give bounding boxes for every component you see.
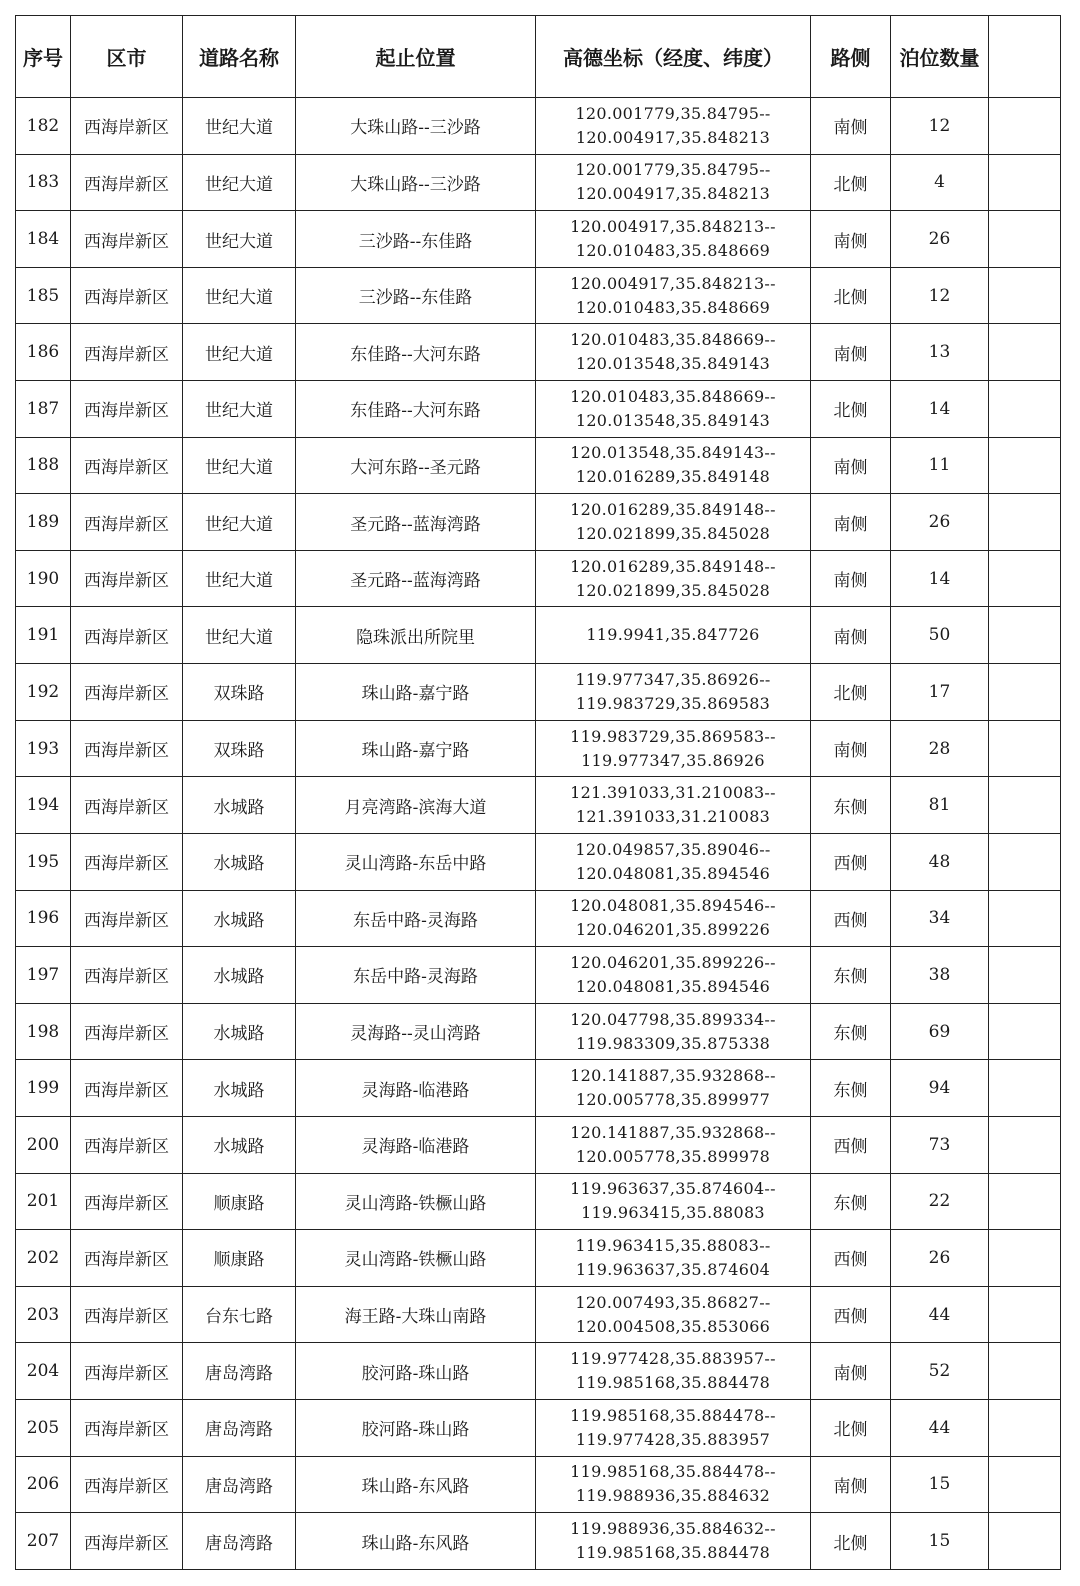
cell-coordinates — [536, 550, 811, 607]
cell-coordinates — [536, 1230, 811, 1287]
cell-berth-count: 44 — [891, 1286, 989, 1343]
cell-berth-count: 12 — [891, 98, 989, 155]
cell-start-end: 圣元路--蓝海湾路 — [296, 550, 536, 607]
cell-coordinates — [536, 777, 811, 834]
cell-road-name: 世纪大道 — [183, 381, 296, 438]
coordinate-line-2: 120.046201,35.899226 — [575, 920, 771, 940]
coordinate-line-1: 120.004917,35.848213-- — [570, 273, 776, 293]
cell-berth-count: 52 — [891, 1343, 989, 1400]
cell-district: 西海岸新区 — [71, 777, 183, 834]
cell-district: 西海岸新区 — [71, 1173, 183, 1230]
cell-seq: 194 — [16, 777, 71, 834]
cell-district: 西海岸新区 — [71, 720, 183, 777]
coordinate-line-2: 119.963637,35.874604 — [575, 1259, 771, 1279]
cell-seq: 205 — [16, 1400, 71, 1457]
cell-coordinates — [536, 154, 811, 211]
coordinate-line-2: 119.985168,35.884478 — [575, 1373, 771, 1393]
cell-district: 西海岸新区 — [71, 211, 183, 268]
cell-district: 西海岸新区 — [71, 1060, 183, 1117]
table-row — [16, 1400, 1061, 1457]
cell-district: 西海岸新区 — [71, 1343, 183, 1400]
cell-seq: 199 — [16, 1060, 71, 1117]
coordinate-line-1: 119.963415,35.88083-- — [575, 1235, 771, 1255]
table-row — [16, 1286, 1061, 1343]
cell-start-end: 月亮湾路-滨海大道 — [296, 777, 536, 834]
cell-road-side: 南侧 — [811, 211, 891, 268]
cell-start-end: 珠山路-东风路 — [296, 1456, 536, 1513]
cell-start-end: 东岳中路-灵海路 — [296, 890, 536, 947]
header-berth-count: 泊位数量 — [891, 16, 989, 98]
cell-start-end: 珠山路-嘉宁路 — [296, 720, 536, 777]
cell-road-name: 唐岛湾路 — [183, 1400, 296, 1457]
cell-berth-count: 26 — [891, 494, 989, 551]
coordinate-line-2: 120.013548,35.849143 — [575, 410, 771, 430]
cell-blank — [989, 890, 1061, 947]
cell-berth-count: 26 — [891, 1230, 989, 1287]
cell-seq: 197 — [16, 947, 71, 1004]
cell-seq: 203 — [16, 1286, 71, 1343]
coordinate-line-1: 120.016289,35.849148-- — [570, 556, 776, 576]
cell-district: 西海岸新区 — [71, 947, 183, 1004]
table-row — [16, 381, 1061, 438]
table-row — [16, 98, 1061, 155]
table-row — [16, 550, 1061, 607]
cell-start-end: 珠山路-东风路 — [296, 1513, 536, 1570]
coordinate-line-1: 120.141887,35.932868-- — [570, 1066, 776, 1086]
table-body — [16, 98, 1061, 1570]
cell-seq: 192 — [16, 664, 71, 721]
cell-road-side: 西侧 — [811, 1286, 891, 1343]
cell-road-side: 南侧 — [811, 1343, 891, 1400]
cell-seq: 196 — [16, 890, 71, 947]
cell-blank — [989, 437, 1061, 494]
cell-road-side: 南侧 — [811, 550, 891, 607]
cell-seq: 190 — [16, 550, 71, 607]
cell-blank — [989, 494, 1061, 551]
cell-road-name: 唐岛湾路 — [183, 1513, 296, 1570]
cell-berth-count: 12 — [891, 267, 989, 324]
table-row — [16, 664, 1061, 721]
cell-road-name: 顺康路 — [183, 1230, 296, 1287]
cell-road-side: 东侧 — [811, 1003, 891, 1060]
cell-seq: 200 — [16, 1116, 71, 1173]
table-row — [16, 267, 1061, 324]
cell-berth-count: 26 — [891, 211, 989, 268]
cell-start-end: 东佳路--大河东路 — [296, 381, 536, 438]
cell-start-end: 三沙路--东佳路 — [296, 211, 536, 268]
cell-start-end: 灵海路--灵山湾路 — [296, 1003, 536, 1060]
header-coordinates: 高德坐标（经度、纬度） — [536, 16, 811, 98]
cell-start-end: 三沙路--东佳路 — [296, 267, 536, 324]
coordinate-line-2: 119.983729,35.869583 — [575, 693, 771, 713]
cell-start-end: 东岳中路-灵海路 — [296, 947, 536, 1004]
table-row — [16, 947, 1061, 1004]
cell-district: 西海岸新区 — [71, 1286, 183, 1343]
cell-road-name: 世纪大道 — [183, 267, 296, 324]
cell-berth-count: 22 — [891, 1173, 989, 1230]
cell-road-name: 世纪大道 — [183, 494, 296, 551]
table-row — [16, 890, 1061, 947]
coordinate-line-1: 120.004917,35.848213-- — [570, 217, 776, 237]
cell-blank — [989, 833, 1061, 890]
cell-coordinates — [536, 1286, 811, 1343]
cell-road-name: 水城路 — [183, 833, 296, 890]
coordinate-line-2: 120.048081,35.894546 — [575, 976, 771, 996]
cell-coordinates — [536, 1173, 811, 1230]
cell-road-side: 北侧 — [811, 664, 891, 721]
coordinate-line-1: 120.001779,35.84795-- — [575, 103, 771, 123]
cell-seq: 185 — [16, 267, 71, 324]
coordinate-line-2: 120.016289,35.849148 — [575, 467, 771, 487]
cell-coordinates — [536, 1343, 811, 1400]
cell-road-name: 水城路 — [183, 947, 296, 1004]
cell-road-side: 西侧 — [811, 1230, 891, 1287]
cell-district: 西海岸新区 — [71, 324, 183, 381]
cell-seq: 201 — [16, 1173, 71, 1230]
coordinate-line-1: 120.010483,35.848669-- — [570, 330, 776, 350]
cell-blank — [989, 1116, 1061, 1173]
cell-berth-count: 81 — [891, 777, 989, 834]
cell-blank — [989, 947, 1061, 1004]
cell-blank — [989, 777, 1061, 834]
coordinate-line-1: 119.977428,35.883957-- — [570, 1349, 776, 1369]
cell-district: 西海岸新区 — [71, 1003, 183, 1060]
cell-road-name: 双珠路 — [183, 664, 296, 721]
cell-coordinates — [536, 720, 811, 777]
table-row — [16, 154, 1061, 211]
header-start-end: 起止位置 — [296, 16, 536, 98]
coordinate-line-1: 120.048081,35.894546-- — [570, 896, 776, 916]
cell-district: 西海岸新区 — [71, 494, 183, 551]
cell-road-name: 水城路 — [183, 1003, 296, 1060]
table-row — [16, 833, 1061, 890]
cell-start-end: 大河东路--圣元路 — [296, 437, 536, 494]
cell-berth-count: 13 — [891, 324, 989, 381]
cell-road-side: 南侧 — [811, 437, 891, 494]
cell-blank — [989, 1513, 1061, 1570]
cell-berth-count: 14 — [891, 550, 989, 607]
cell-coordinates — [536, 1456, 811, 1513]
cell-district: 西海岸新区 — [71, 1116, 183, 1173]
cell-berth-count: 44 — [891, 1400, 989, 1457]
cell-start-end: 圣元路--蓝海湾路 — [296, 494, 536, 551]
cell-district: 西海岸新区 — [71, 437, 183, 494]
table-row — [16, 437, 1061, 494]
cell-berth-count: 48 — [891, 833, 989, 890]
cell-blank — [989, 1173, 1061, 1230]
cell-start-end: 灵海路-临港路 — [296, 1116, 536, 1173]
cell-berth-count: 14 — [891, 381, 989, 438]
coordinate-line-1: 120.049857,35.89046-- — [575, 839, 771, 859]
cell-seq: 188 — [16, 437, 71, 494]
cell-road-name: 水城路 — [183, 1116, 296, 1173]
cell-blank — [989, 211, 1061, 268]
cell-road-side: 南侧 — [811, 720, 891, 777]
cell-blank — [989, 1003, 1061, 1060]
cell-berth-count: 17 — [891, 664, 989, 721]
cell-coordinates — [536, 664, 811, 721]
cell-start-end: 灵山湾路-东岳中路 — [296, 833, 536, 890]
coordinate-line-2: 120.013548,35.849143 — [575, 354, 771, 374]
cell-berth-count: 15 — [891, 1513, 989, 1570]
cell-blank — [989, 664, 1061, 721]
cell-berth-count: 38 — [891, 947, 989, 1004]
cell-seq: 189 — [16, 494, 71, 551]
cell-district: 西海岸新区 — [71, 1230, 183, 1287]
cell-coordinates — [536, 1400, 811, 1457]
cell-road-side: 东侧 — [811, 777, 891, 834]
coordinate-line-2: 119.963415,35.88083 — [581, 1203, 765, 1223]
cell-berth-count: 73 — [891, 1116, 989, 1173]
table-row — [16, 211, 1061, 268]
cell-start-end: 灵海路-临港路 — [296, 1060, 536, 1117]
cell-start-end: 大珠山路--三沙路 — [296, 154, 536, 211]
cell-district: 西海岸新区 — [71, 98, 183, 155]
cell-road-name: 水城路 — [183, 777, 296, 834]
coordinate-line-1: 119.963637,35.874604-- — [570, 1179, 776, 1199]
cell-blank — [989, 1456, 1061, 1513]
coordinate-line-2: 120.004917,35.848213 — [575, 184, 771, 204]
coordinate-line-2: 119.985168,35.884478 — [575, 1543, 771, 1563]
cell-district: 西海岸新区 — [71, 890, 183, 947]
cell-road-side: 西侧 — [811, 890, 891, 947]
cell-start-end: 灵山湾路-铁橛山路 — [296, 1230, 536, 1287]
cell-coordinates — [536, 833, 811, 890]
coordinate-line-2: 120.010483,35.848669 — [575, 297, 771, 317]
table-row — [16, 1173, 1061, 1230]
header-road-name: 道路名称 — [183, 16, 296, 98]
cell-road-side: 南侧 — [811, 1456, 891, 1513]
table-row — [16, 494, 1061, 551]
cell-road-name: 世纪大道 — [183, 550, 296, 607]
cell-road-side: 东侧 — [811, 1173, 891, 1230]
cell-start-end: 珠山路-嘉宁路 — [296, 664, 536, 721]
coordinate-line-2: 120.021899,35.845028 — [575, 524, 771, 544]
coordinate-line-2: 120.004917,35.848213 — [575, 127, 771, 147]
coordinate-line-2: 121.391033,31.210083 — [575, 807, 771, 827]
coordinate-line-1: 120.001779,35.84795-- — [575, 160, 771, 180]
cell-coordinates — [536, 1060, 811, 1117]
cell-district: 西海岸新区 — [71, 1400, 183, 1457]
coordinate-line-2: 120.010483,35.848669 — [575, 241, 771, 261]
cell-seq: 186 — [16, 324, 71, 381]
cell-road-side: 西侧 — [811, 833, 891, 890]
cell-coordinates — [536, 890, 811, 947]
cell-coordinates — [536, 1513, 811, 1570]
cell-road-name: 世纪大道 — [183, 98, 296, 155]
header-district: 区市 — [71, 16, 183, 98]
header-blank — [989, 16, 1061, 98]
table-row — [16, 777, 1061, 834]
cell-road-side: 南侧 — [811, 324, 891, 381]
header-road-side: 路侧 — [811, 16, 891, 98]
header-seq: 序号 — [16, 16, 71, 98]
table-row — [16, 720, 1061, 777]
cell-district: 西海岸新区 — [71, 664, 183, 721]
cell-road-side: 东侧 — [811, 1060, 891, 1117]
coordinate-line-1: 120.007493,35.86827-- — [575, 1292, 771, 1312]
table-row — [16, 1456, 1061, 1513]
cell-blank — [989, 1343, 1061, 1400]
cell-road-name: 水城路 — [183, 890, 296, 947]
cell-road-side: 西侧 — [811, 1116, 891, 1173]
coordinate-line-2: 119.977428,35.883957 — [575, 1429, 771, 1449]
cell-coordinates — [536, 324, 811, 381]
cell-seq: 187 — [16, 381, 71, 438]
cell-road-name: 世纪大道 — [183, 211, 296, 268]
table-row — [16, 324, 1061, 381]
cell-road-name: 唐岛湾路 — [183, 1343, 296, 1400]
cell-blank — [989, 1230, 1061, 1287]
coordinate-line-1: 119.985168,35.884478-- — [570, 1405, 776, 1425]
cell-seq: 183 — [16, 154, 71, 211]
cell-road-name: 世纪大道 — [183, 607, 296, 664]
cell-road-side: 北侧 — [811, 154, 891, 211]
cell-seq: 184 — [16, 211, 71, 268]
cell-blank — [989, 550, 1061, 607]
cell-district: 西海岸新区 — [71, 833, 183, 890]
cell-road-side: 南侧 — [811, 494, 891, 551]
coordinate-line-1: 119.9941,35.847726 — [586, 625, 760, 645]
cell-seq: 204 — [16, 1343, 71, 1400]
cell-coordinates — [536, 437, 811, 494]
cell-start-end: 灵山湾路-铁橛山路 — [296, 1173, 536, 1230]
coordinate-line-1: 120.141887,35.932868-- — [570, 1122, 776, 1142]
cell-blank — [989, 98, 1061, 155]
cell-road-side: 北侧 — [811, 267, 891, 324]
table-row — [16, 607, 1061, 664]
cell-seq: 198 — [16, 1003, 71, 1060]
table-row — [16, 1060, 1061, 1117]
cell-district: 西海岸新区 — [71, 550, 183, 607]
coordinate-line-2: 119.988936,35.884632 — [575, 1486, 771, 1506]
coordinate-line-1: 119.977347,35.86926-- — [575, 669, 771, 689]
cell-start-end: 隐珠派出所院里 — [296, 607, 536, 664]
coordinate-line-2: 120.048081,35.894546 — [575, 863, 771, 883]
parking-berth-table — [15, 15, 1061, 1570]
header-row — [16, 16, 1061, 98]
cell-blank — [989, 1286, 1061, 1343]
cell-coordinates — [536, 947, 811, 1004]
cell-berth-count: 4 — [891, 154, 989, 211]
cell-blank — [989, 267, 1061, 324]
coordinate-line-2: 120.005778,35.899977 — [575, 1090, 771, 1110]
coordinate-line-2: 119.983309,35.875338 — [575, 1033, 771, 1053]
cell-road-name: 世纪大道 — [183, 154, 296, 211]
cell-road-side: 南侧 — [811, 607, 891, 664]
cell-berth-count: 69 — [891, 1003, 989, 1060]
cell-road-side: 北侧 — [811, 1513, 891, 1570]
cell-coordinates — [536, 607, 811, 664]
cell-road-name: 世纪大道 — [183, 437, 296, 494]
cell-coordinates — [536, 98, 811, 155]
table-row — [16, 1230, 1061, 1287]
cell-district: 西海岸新区 — [71, 154, 183, 211]
cell-seq: 207 — [16, 1513, 71, 1570]
cell-start-end: 大珠山路--三沙路 — [296, 98, 536, 155]
coordinate-line-2: 119.977347,35.86926 — [581, 750, 765, 770]
cell-blank — [989, 1060, 1061, 1117]
cell-district: 西海岸新区 — [71, 607, 183, 664]
cell-district: 西海岸新区 — [71, 1456, 183, 1513]
cell-seq: 195 — [16, 833, 71, 890]
cell-berth-count: 11 — [891, 437, 989, 494]
coordinate-line-2: 120.005778,35.899978 — [575, 1146, 771, 1166]
cell-road-name: 世纪大道 — [183, 324, 296, 381]
cell-blank — [989, 324, 1061, 381]
cell-blank — [989, 720, 1061, 777]
table-row — [16, 1116, 1061, 1173]
cell-coordinates — [536, 1116, 811, 1173]
cell-blank — [989, 607, 1061, 664]
cell-start-end: 海王路-大珠山南路 — [296, 1286, 536, 1343]
cell-seq: 191 — [16, 607, 71, 664]
table-row — [16, 1343, 1061, 1400]
cell-seq: 182 — [16, 98, 71, 155]
cell-blank — [989, 154, 1061, 211]
cell-seq: 206 — [16, 1456, 71, 1513]
coordinate-line-1: 119.988936,35.884632-- — [570, 1519, 776, 1539]
table-row — [16, 1003, 1061, 1060]
cell-road-name: 台东七路 — [183, 1286, 296, 1343]
coordinate-line-1: 119.983729,35.869583-- — [570, 726, 776, 746]
cell-road-side: 北侧 — [811, 1400, 891, 1457]
cell-seq: 193 — [16, 720, 71, 777]
cell-road-name: 双珠路 — [183, 720, 296, 777]
cell-district: 西海岸新区 — [71, 381, 183, 438]
coordinate-line-1: 120.016289,35.849148-- — [570, 500, 776, 520]
cell-start-end: 胶河路-珠山路 — [296, 1400, 536, 1457]
cell-start-end: 东佳路--大河东路 — [296, 324, 536, 381]
coordinate-line-1: 120.047798,35.899334-- — [570, 1009, 776, 1029]
cell-coordinates — [536, 267, 811, 324]
coordinate-line-1: 120.013548,35.849143-- — [570, 443, 776, 463]
cell-road-name: 顺康路 — [183, 1173, 296, 1230]
cell-road-side: 南侧 — [811, 98, 891, 155]
cell-district: 西海岸新区 — [71, 1513, 183, 1570]
coordinate-line-1: 120.046201,35.899226-- — [570, 952, 776, 972]
cell-blank — [989, 381, 1061, 438]
cell-coordinates — [536, 494, 811, 551]
cell-berth-count: 94 — [891, 1060, 989, 1117]
coordinate-line-1: 121.391033,31.210083-- — [570, 783, 776, 803]
cell-road-name: 水城路 — [183, 1060, 296, 1117]
cell-berth-count: 15 — [891, 1456, 989, 1513]
cell-coordinates — [536, 381, 811, 438]
cell-seq: 202 — [16, 1230, 71, 1287]
cell-blank — [989, 1400, 1061, 1457]
cell-berth-count: 34 — [891, 890, 989, 947]
cell-road-name: 唐岛湾路 — [183, 1456, 296, 1513]
coordinate-line-2: 120.004508,35.853066 — [575, 1316, 771, 1336]
coordinate-line-2: 120.021899,35.845028 — [575, 580, 771, 600]
cell-coordinates — [536, 1003, 811, 1060]
cell-road-side: 北侧 — [811, 381, 891, 438]
cell-start-end: 胶河路-珠山路 — [296, 1343, 536, 1400]
cell-district: 西海岸新区 — [71, 267, 183, 324]
cell-berth-count: 28 — [891, 720, 989, 777]
cell-berth-count: 50 — [891, 607, 989, 664]
cell-coordinates — [536, 211, 811, 268]
cell-road-side: 东侧 — [811, 947, 891, 1004]
table-row — [16, 1513, 1061, 1570]
coordinate-line-1: 119.985168,35.884478-- — [570, 1462, 776, 1482]
coordinate-line-1: 120.010483,35.848669-- — [570, 386, 776, 406]
